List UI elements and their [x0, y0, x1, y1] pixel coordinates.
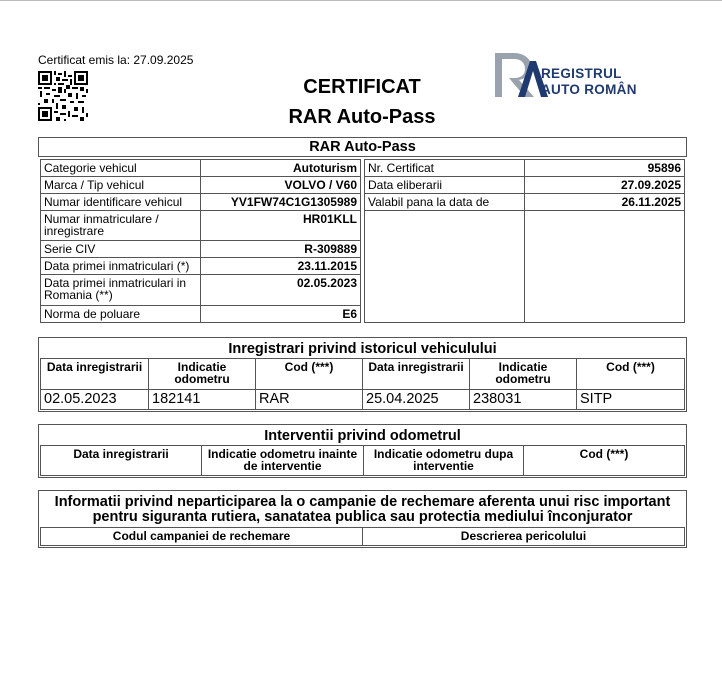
history-title: Inregistrari privind istoricul vehiculului: [228, 341, 497, 357]
history-cell-date-2: 25.04.2025: [362, 389, 470, 410]
row-value-cert-nr: 95896: [524, 159, 685, 177]
interventions-header-code: Cod (***): [523, 445, 685, 476]
logo-text: [541, 66, 637, 98]
history-header-odometer-1: Indicatie odometru: [148, 358, 256, 390]
history-cell-code-2: SITP: [576, 389, 685, 410]
interventions-title: Interventii privind odometrul: [264, 428, 461, 444]
row-label-make: Marca / Tip vehicul: [40, 176, 201, 194]
row-label-civ: Serie CIV: [40, 240, 201, 258]
recall-header-code: Codul campaniei de rechemare: [40, 527, 363, 546]
empty-cell-right: [524, 210, 685, 323]
row-value-first-reg: 23.11.2015: [200, 257, 361, 275]
qr-code-icon: [38, 71, 88, 121]
recall-header-description: Descrierea pericolului: [362, 527, 685, 546]
certificate-subtitle: RAR Auto-Pass: [288, 106, 436, 128]
row-label-emission: Norma de poluare: [40, 305, 201, 323]
row-value-issue-date: 27.09.2025: [524, 176, 685, 194]
row-label-first-reg-ro: Data primei inmatriculari in Romania (**): [40, 274, 201, 306]
history-header-code-1: Cod (***): [255, 358, 363, 390]
row-label-plate: Numar inmatriculare / inregistrare: [40, 210, 201, 241]
main-table-title-bar: [38, 137, 687, 157]
interventions-header-after: Indicatie odometru dupa interventie: [363, 445, 524, 476]
empty-cell-left: [364, 210, 525, 323]
row-value-first-reg-ro: 02.05.2023: [200, 274, 361, 306]
row-label-valid-until: Valabil pana la data de: [364, 193, 525, 211]
row-value-plate: HR01KLL: [200, 210, 361, 241]
issue-date-label: Certificat emis la: 27.09.2025: [38, 53, 194, 67]
history-cell-code-1: RAR: [255, 389, 363, 410]
logo-line-1: REGISTRUL: [541, 66, 622, 81]
logo-line-2: AUTO ROMÂN: [541, 82, 637, 97]
history-cell-odometer-1: 182141: [148, 389, 256, 410]
row-label-vin: Numar identificare vehicul: [40, 193, 201, 211]
history-header-date-2: Data inregistrarii: [362, 358, 470, 390]
recall-title: Informatii privind neparticiparea la o campanie de rechemare aferenta unui risc important pentru siguranta rutiera, sanatatea publica sau protectia mediului înconjurator: [54, 494, 671, 525]
row-label-first-reg: Data primei inmatriculari (*): [40, 257, 201, 275]
row-label-category: Categorie vehicul: [40, 159, 201, 177]
history-cell-date-1: 02.05.2023: [40, 389, 149, 410]
row-value-valid-until: 26.11.2025: [524, 193, 685, 211]
row-value-emission: E6: [200, 305, 361, 323]
row-value-civ: R-309889: [200, 240, 361, 258]
row-value-vin: YV1FW74C1G1305989: [200, 193, 361, 211]
row-value-category: Autoturism: [200, 159, 361, 177]
row-label-issue-date: Data eliberarii: [364, 176, 525, 194]
interventions-header-before: Indicatie odometru inainte de interventie: [201, 445, 364, 476]
main-table-title: RAR Auto-Pass: [309, 139, 416, 155]
history-cell-odometer-2: 238031: [469, 389, 577, 410]
certificate-title: CERTIFICAT: [303, 76, 421, 98]
interventions-header-date: Data inregistrarii: [40, 445, 202, 476]
row-value-make: VOLVO / V60: [200, 176, 361, 194]
history-header-code-2: Cod (***): [576, 358, 685, 390]
row-label-cert-nr: Nr. Certificat: [364, 159, 525, 177]
history-header-date-1: Data inregistrarii: [40, 358, 149, 390]
history-header-odometer-2: Indicatie odometru: [469, 358, 577, 390]
top-border-line: [0, 0, 722, 1]
